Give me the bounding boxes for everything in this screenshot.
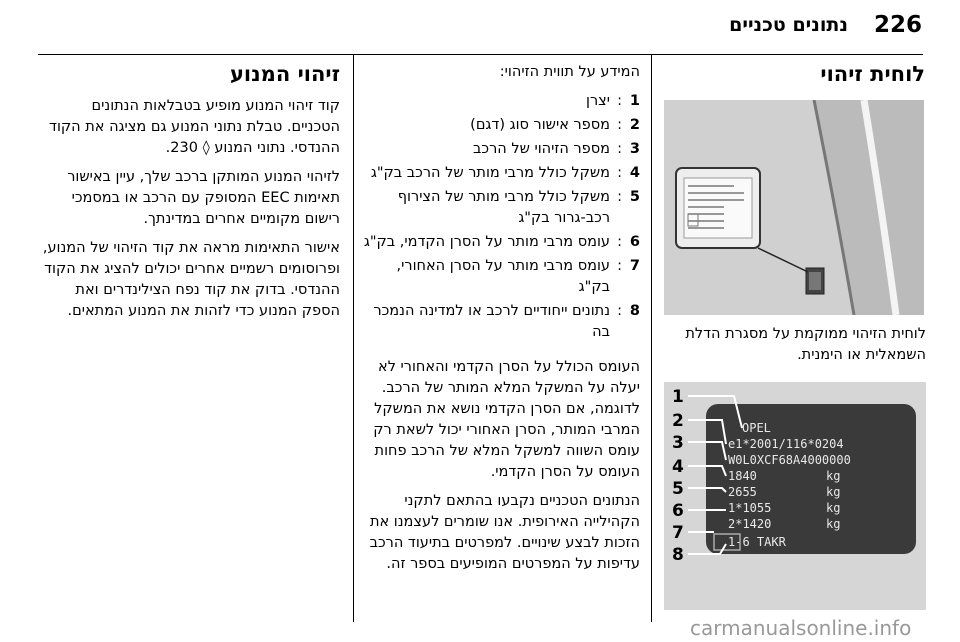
vehicle-id-plate-heading: לוחית זיהוי [820, 62, 925, 86]
item-number: 5 [629, 189, 640, 205]
plate-line-3: W0L0XCF68A4000000 [728, 453, 851, 467]
callout-7: 7 [672, 523, 684, 543]
list-item: 8 : נתונים ייחודיים לרכב או למדינה הנמכר בה [362, 301, 640, 343]
item-text: עומס מרבי מותר על הסרן האחורי, בק"ג [396, 258, 610, 295]
item-number: 2 [629, 117, 640, 133]
middle-column [362, 62, 640, 583]
item-text: מספר הזיהוי של הרכב [473, 141, 610, 157]
callout-8: 8 [672, 545, 684, 565]
item-text: עומס מרבי מותר על הסרן הקדמי, בק"ג [363, 234, 610, 250]
item-number: 7 [629, 258, 640, 274]
axle-load-paragraph: העומס הכולל על הסרן הקדמי והאחורי לא יעלה על המשקל המלא המותר של הרכב. לדוגמה, אם הסרן הקדמי נושא את המשקל המרבי המותר, הסרן האחורי יכול לשאת רק עומס השווה למשקל המלא של הרכב פחות העומס על הסרן הקדמי. [373, 359, 640, 480]
list-item: 3 : מספר הזיהוי של הרכב [362, 139, 640, 160]
item-text: נתונים ייחודיים לרכב או למדינה הנמכר בה [373, 303, 610, 340]
page-header [0, 8, 960, 46]
header-rule [38, 54, 923, 55]
item-number: 4 [629, 165, 640, 181]
right-column [660, 62, 925, 96]
plate-kg-2: kg [826, 485, 841, 499]
section-title: נתונים טכניים [729, 14, 848, 36]
column-divider-right [651, 54, 652, 622]
plate-line-4: 1840 [728, 469, 757, 483]
plate-line-5: 2655 [728, 485, 757, 499]
list-item: 4 : משקל כולל מרבי מותר של הרכב בק"ג [362, 163, 640, 184]
plate-line-2: e1*2001/116*0204 [728, 437, 844, 451]
plate-kg-3: kg [826, 501, 841, 515]
engine-match-paragraph: אישור התאימות מראה את קוד הזיהוי של המנוע, ופרוסומים רשמיים אחרים יכולים להציג את הקוד ההנדסי. בדוק את קוד נפח הצילינדרים ואת הספק המנוע כדי לזהות את המנוע המתאים. [42, 240, 340, 319]
plate-line-7: 2*1420 [728, 517, 772, 531]
item-number: 8 [629, 303, 640, 319]
watermark: carmanualsonline.info [690, 616, 912, 640]
engine-id-heading: זיהוי המנוע [229, 62, 340, 86]
item-number: 1 [629, 93, 640, 109]
plate-diagram-figure [664, 382, 926, 610]
plate-line-8: 1-6 TAKR [728, 535, 786, 549]
item-number: 6 [629, 234, 640, 250]
item-number: 3 [629, 141, 640, 157]
callout-5: 5 [672, 479, 684, 499]
plate-line-6: 1*1055 [728, 501, 772, 515]
list-item: 2 : מספר אישור סוג (דגם) [362, 115, 640, 136]
figure1-caption: לוחית הזיהוי ממוקמת על מסגרת הדלת השמאלית או הימנית. [685, 326, 926, 363]
callout-3: 3 [672, 433, 684, 453]
plate-info-intro: המידע על תווית הזיהוי: [499, 64, 640, 80]
plate-kg-4: kg [826, 517, 841, 531]
list-item: 5 : משקל כולל מרבי מותר של הצירוף רכב-גרור בק"ג [362, 187, 640, 229]
item-text: מספר אישור סוג (דגם) [470, 117, 610, 133]
door-frame-figure [664, 100, 924, 315]
callout-2: 2 [672, 411, 684, 431]
list-item: 6 : עומס מרבי מותר על הסרן הקדמי, בק"ג [362, 232, 640, 253]
plate-line-1: OPEL [742, 421, 771, 435]
item-text: יצרן [586, 93, 610, 109]
callout-4: 4 [672, 457, 684, 477]
item-text: משקל כולל מרבי מותר של הצירוף רכב-גרור בק"ג [397, 189, 610, 226]
left-column [38, 62, 340, 330]
column-divider-left [353, 54, 354, 622]
standards-paragraph: הנתונים הטכניים נקבעו בהתאם לתקני הקהילייה האירופית. אנו שומרים לעצמנו את הזכות לבצע שינויים. למפרטים בתיעוד הרכב עדיפות על המפרטים המופיעים בספר זה. [369, 493, 640, 572]
list-item: 1 : יצרן [362, 91, 640, 112]
page-number: 226 [873, 12, 922, 38]
callout-6: 6 [672, 501, 684, 521]
item-text: משקל כולל מרבי מותר של הרכב בק"ג [370, 165, 610, 181]
eec-certificate-paragraph: לזיהוי המנוע המותקן ברכב שלך, עיין באישור תאימות EEC המסופק עם הרכב או במסמכי רישום מקומיים אחרים במדינתך. [67, 169, 340, 227]
plate-kg-1: kg [826, 469, 841, 483]
engine-code-paragraph: קוד זיהוי המנוע מופיע בטבלאות הנתונים הטכניים. טבלת נתוני המנוע גם מציגה את הקוד ההנדסי. נתוני המנוע ◊ 230. [49, 98, 340, 156]
plate-info-list [362, 91, 640, 343]
list-item: 7 : עומס מרבי מותר על הסרן האחורי, בק"ג [362, 256, 640, 298]
callout-1: 1 [672, 387, 684, 407]
